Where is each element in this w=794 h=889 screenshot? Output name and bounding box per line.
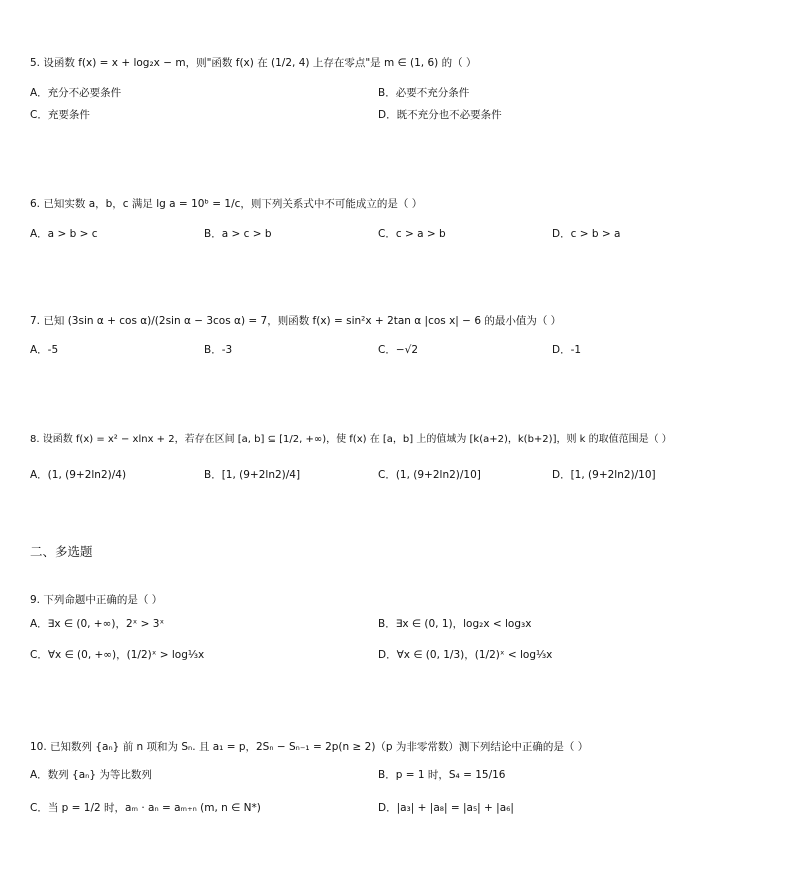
question-5-option-a: A．充分不必要条件 [30,87,122,99]
question-8-stem: 8. 设函数 f(x) = x² − xlnx + 2，若存在区间 [a, b] ⊆ [1/2, +∞)，使 f(x) 在 [a，b] 上的值域为 [k(a+2)，k(b+2)]，则 k 的取值范围是（ ） [30,434,672,445]
question-9-option-a: A．∃x ∈ (0, +∞)，2ˣ > 3ˣ [30,618,165,630]
question-5-stem: 5. 设函数 f(x) = x + log₂x − m，则"函数 f(x) 在 (1/2, 4) 上存在零点"是 m ∈ (1, 6) 的（ ） [30,57,477,69]
question-6-option-b: B．a > c > b [204,228,272,240]
question-10-option-d: D．|a₃| + |a₈| = |a₅| + |a₆| [378,802,514,814]
question-7-option-d: D．-1 [552,344,582,356]
question-10-stem: 10. 已知数列 {aₙ} 前 n 项和为 Sₙ. 且 a₁ = p，2Sₙ − Sₙ₋₁ = 2p(n ≥ 2)（p 为非零常数）测下列结论中正确的是（ ） [30,741,589,753]
question-10-option-b: B．p = 1 时，S₄ = 15/16 [378,769,506,781]
question-9-stem: 9. 下列命题中正确的是（ ） [30,594,163,606]
question-7-stem: 7. 已知 (3sin α + cos α)/(2sin α − 3cos α) = 7，则函数 f(x) = sin²x + 2tan α |cos x| − 6 的最小值为（ ） [30,315,562,327]
question-7-option-a: A．-5 [30,344,59,356]
question-8-option-c: C．(1, (9+2ln2)/10] [378,469,481,481]
question-6-stem: 6. 已知实数 a，b，c 满足 lg a = 10ᵇ = 1/c，则下列关系式中不可能成立的是（ ） [30,198,423,210]
question-6-option-c: C．c > a > b [378,228,446,240]
question-6-option-a: A．a > b > c [30,228,98,240]
question-9-option-c: C．∀x ∈ (0, +∞)，(1/2)ˣ > log⅓x [30,649,205,661]
question-7-option-b: B．-3 [204,344,233,356]
question-9-option-d: D．∀x ∈ (0, 1/3)，(1/2)ˣ < log⅓x [378,649,553,661]
question-9-option-b: B．∃x ∈ (0, 1)，log₂x < log₃x [378,618,532,630]
question-8-option-d: D．[1, (9+2ln2)/10] [552,469,656,481]
question-5-option-c: C．充要条件 [30,109,90,121]
question-10-option-a: A．数列 {aₙ} 为等比数列 [30,769,152,781]
question-8-option-b: B．[1, (9+2ln2)/4] [204,469,301,481]
question-7-option-c: C．−√2 [378,344,419,356]
question-8-option-a: A．(1, (9+2ln2)/4) [30,469,127,481]
question-6-option-d: D．c > b > a [552,228,621,240]
section-heading: 二、多选题 [30,544,93,559]
question-5-option-b: B．必要不充分条件 [378,87,470,99]
question-10-option-c: C．当 p = 1/2 时，aₘ · aₙ = aₘ₊ₙ (m, n ∈ N*) [30,802,261,814]
question-5-option-d: D．既不充分也不必要条件 [378,109,502,121]
